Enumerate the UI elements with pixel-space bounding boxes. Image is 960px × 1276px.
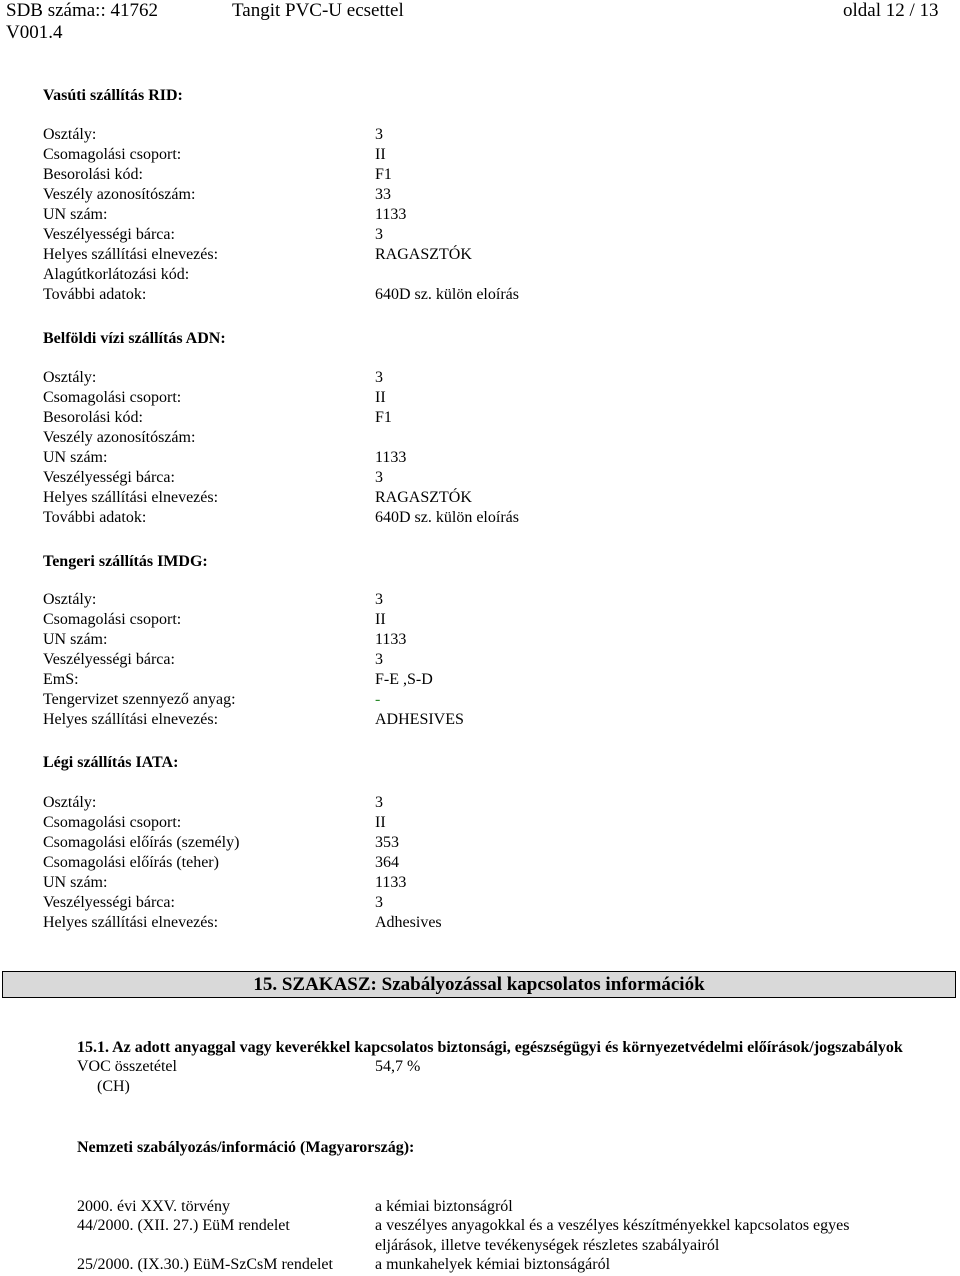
row-value: F-E ,S-D — [375, 671, 433, 688]
row-label: Tengervizet szennyező anyag: — [43, 691, 236, 708]
voc-label: VOC összetétel — [77, 1058, 177, 1075]
row-value: F1 — [375, 166, 392, 183]
row-label: Alagútkorlátozási kód: — [43, 266, 190, 283]
section-imdg-title: Tengeri szállítás IMDG: — [43, 553, 208, 570]
row-label: Veszély azonosítószám: — [43, 429, 196, 446]
row-label: Osztály: — [43, 794, 97, 811]
row-label: Csomagolási csoport: — [43, 146, 182, 163]
row-value: 3 — [375, 369, 383, 386]
row-value: 1133 — [375, 874, 407, 891]
row-label: Csomagolási előírás (teher) — [43, 854, 219, 871]
row-label: Veszélyességi bárca: — [43, 894, 175, 911]
row-value: 33 — [375, 186, 391, 203]
row-value: 640D sz. külön eloírás — [375, 286, 519, 303]
national-regulation-title: Nemzeti szabályozás/információ (Magyarország): — [77, 1139, 415, 1156]
row-value: 353 — [375, 834, 399, 851]
row-label: UN szám: — [43, 631, 108, 648]
law-desc: a kémiai biztonságról — [375, 1198, 513, 1215]
row-label: UN szám: — [43, 874, 108, 891]
row-label: UN szám: — [43, 206, 108, 223]
row-value: 1133 — [375, 631, 407, 648]
row-label: További adatok: — [43, 509, 147, 526]
row-value: - — [375, 691, 381, 708]
row-label: Veszélyességi bárca: — [43, 226, 175, 243]
voc-value: 54,7 % — [375, 1058, 421, 1075]
row-value: 1133 — [375, 449, 407, 466]
voc-region: (CH) — [97, 1078, 130, 1095]
law-ref: 44/2000. (XII. 27.) EüM rendelet — [77, 1217, 290, 1234]
row-value: 364 — [375, 854, 399, 871]
row-value: 3 — [375, 591, 383, 608]
row-label: Helyes szállítási elnevezés: — [43, 246, 219, 263]
row-label: Veszélyességi bárca: — [43, 469, 175, 486]
row-value: RAGASZTÓK — [375, 246, 472, 263]
law-desc: a munkahelyek kémiai biztonságáról — [375, 1256, 611, 1273]
row-label: UN szám: — [43, 449, 108, 466]
section-15-heading: 15. SZAKASZ: Szabályozással kapcsolatos információk — [2, 971, 956, 998]
section-iata-title: Légi szállítás IATA: — [43, 754, 179, 771]
row-label: Helyes szállítási elnevezés: — [43, 914, 219, 931]
law-ref: 25/2000. (IX.30.) EüM-SzCsM rendelet — [77, 1256, 333, 1273]
row-value: 1133 — [375, 206, 407, 223]
row-label: Osztály: — [43, 369, 97, 386]
law-desc: a veszélyes anyagokkal és a veszélyes készítményekkel kapcsolatos egyes — [375, 1217, 850, 1234]
row-value: RAGASZTÓK — [375, 489, 472, 506]
row-label: Csomagolási csoport: — [43, 389, 182, 406]
row-label: EmS: — [43, 671, 79, 688]
row-value: 3 — [375, 126, 383, 143]
row-label: Csomagolási csoport: — [43, 814, 182, 831]
row-value: II — [375, 611, 386, 628]
row-label: Csomagolási csoport: — [43, 611, 182, 628]
row-value: 640D sz. külön eloírás — [375, 509, 519, 526]
row-label: Csomagolási előírás (személy) — [43, 834, 240, 851]
row-value: 3 — [375, 894, 383, 911]
section-rid-title: Vasúti szállítás RID: — [43, 87, 183, 104]
row-value: F1 — [375, 409, 392, 426]
law-desc-continued: eljárások, illetve tevékenységek részletes szabályairól — [375, 1237, 720, 1254]
row-label: Helyes szállítási elnevezés: — [43, 711, 219, 728]
law-ref: 2000. évi XXV. törvény — [77, 1198, 231, 1215]
row-label: Helyes szállítási elnevezés: — [43, 489, 219, 506]
row-value: 3 — [375, 651, 383, 668]
row-label: Osztály: — [43, 591, 97, 608]
row-label: További adatok: — [43, 286, 147, 303]
version: V001.4 — [6, 22, 63, 43]
row-value: 3 — [375, 794, 383, 811]
row-value: II — [375, 389, 386, 406]
sdb-number: SDB száma:: 41762 — [6, 0, 158, 21]
row-value: II — [375, 814, 386, 831]
subsection-15-1: 15.1. Az adott anyaggal vagy keverékkel kapcsolatos biztonsági, egészségügyi és környezetvédelmi előírások/jogszabályok — [77, 1039, 903, 1056]
row-value: 3 — [375, 469, 383, 486]
row-value: Adhesives — [375, 914, 442, 931]
row-label: Veszélyességi bárca: — [43, 651, 175, 668]
row-label: Besorolási kód: — [43, 409, 143, 426]
row-value: 3 — [375, 226, 383, 243]
row-value: II — [375, 146, 386, 163]
row-label: Osztály: — [43, 126, 97, 143]
row-value: ADHESIVES — [375, 711, 464, 728]
row-label: Veszély azonosítószám: — [43, 186, 196, 203]
row-label: Besorolási kód: — [43, 166, 143, 183]
product-name: Tangit PVC-U ecsettel — [232, 0, 404, 21]
page-number: oldal 12 / 13 — [843, 0, 939, 21]
section-adn-title: Belföldi vízi szállítás ADN: — [43, 330, 226, 347]
